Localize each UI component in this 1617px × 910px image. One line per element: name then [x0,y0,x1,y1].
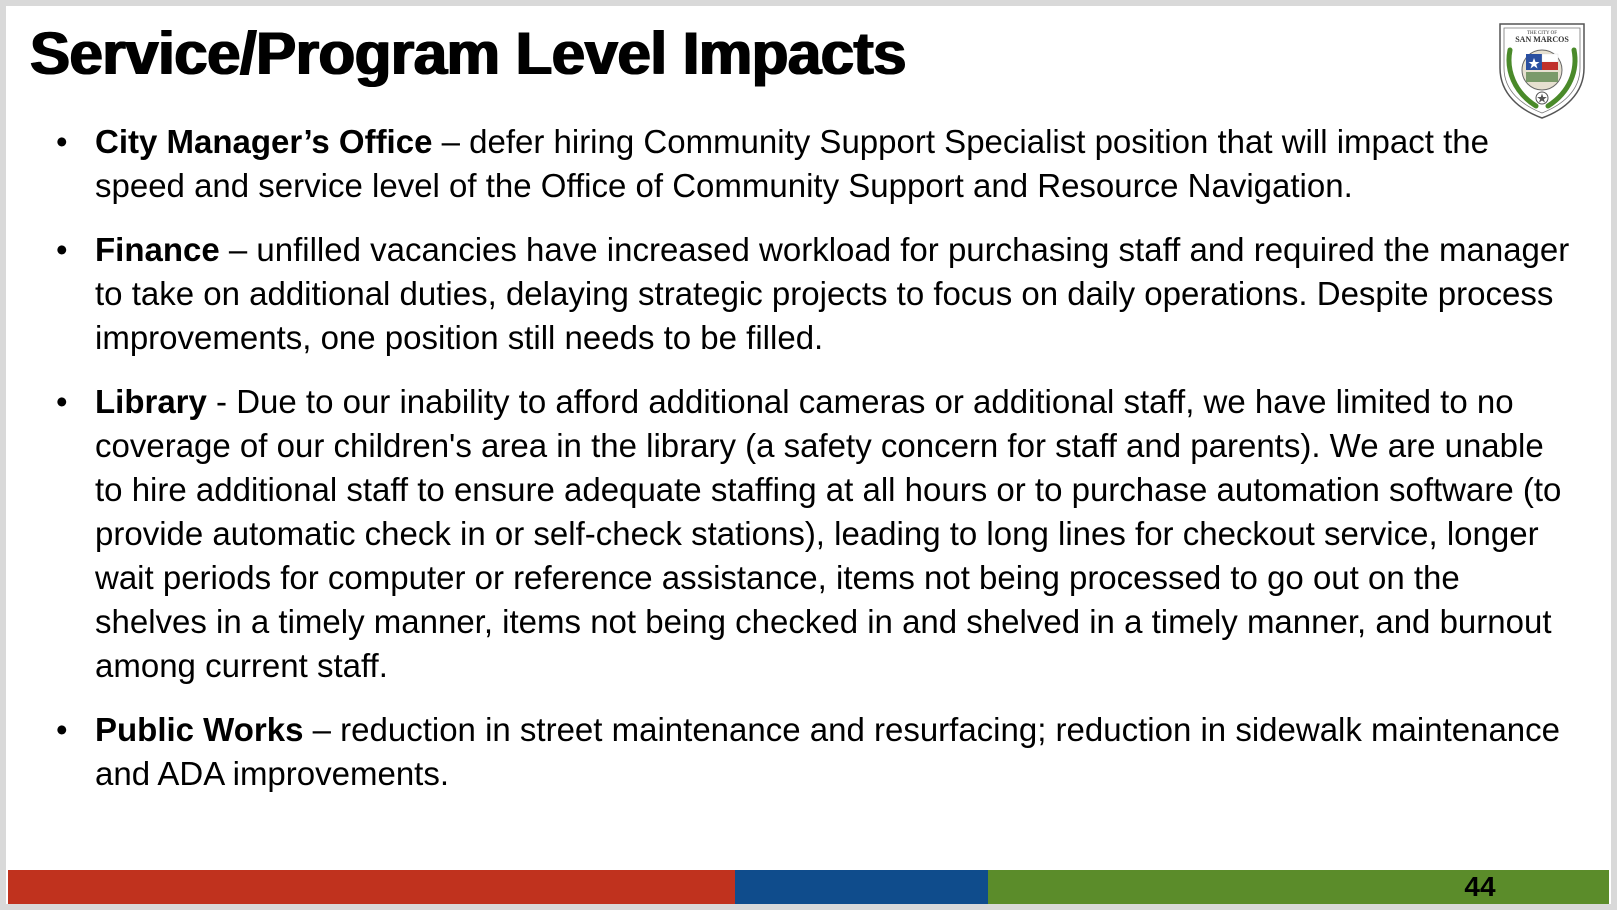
bullet-icon: • [56,231,68,268]
department-name: Finance [95,231,220,268]
page-number: 44 [1464,871,1496,902]
department-name: City Manager’s Office [95,123,433,160]
bullet-icon: • [56,123,68,160]
svg-text:SAN MARCOS: SAN MARCOS [1515,35,1569,44]
bullet-icon: • [56,711,68,748]
list-item [56,120,1576,208]
list-item [56,380,1576,688]
department-name: Library [95,383,207,420]
svg-text:THE CITY OF: THE CITY OF [1526,31,1558,36]
department-name: Public Works [95,711,304,748]
impact-description: - Due to our inability to afford additional cameras or additional staff, we have limited to no coverage of our children's area in the library (a safety concern for staff and parents). We are unable to hire additional staff to ensure adequate staffing at all hours or to purchase automation software (to provide automatic check in or self-check stations), leading to long lines for checkout service, longer wait periods for computer or reference assistance, items not being processed to go out on the shelves in a timely manner, items not being checked in and shelved in a timely manner, and burnout among current staff. [95,383,1562,684]
bullet-icon: • [56,383,68,420]
slide-title: Service/Program Level Impacts [30,20,906,87]
footer-color-bar [8,870,1609,904]
impact-description: – unfilled vacancies have increased workload for purchasing staff and required the manager to take on additional duties, delaying strategic projects to focus on daily operations. Despite process improvements, one position still needs to be filled. [95,231,1570,356]
city-seal-logo [1496,20,1588,120]
bottom-border [0,904,1617,910]
impact-list [56,120,1576,816]
impact-description: – defer hiring Community Support Specialist position that will impact the speed and service level of the Office of Community Support and Resource Navigation. [95,123,1489,204]
impact-description: – reduction in street maintenance and resurfacing; reduction in sidewalk maintenance and ADA improvements. [95,711,1561,792]
footer-red-segment [8,870,735,904]
list-item [56,708,1576,796]
list-item [56,228,1576,360]
footer-blue-segment [735,870,988,904]
